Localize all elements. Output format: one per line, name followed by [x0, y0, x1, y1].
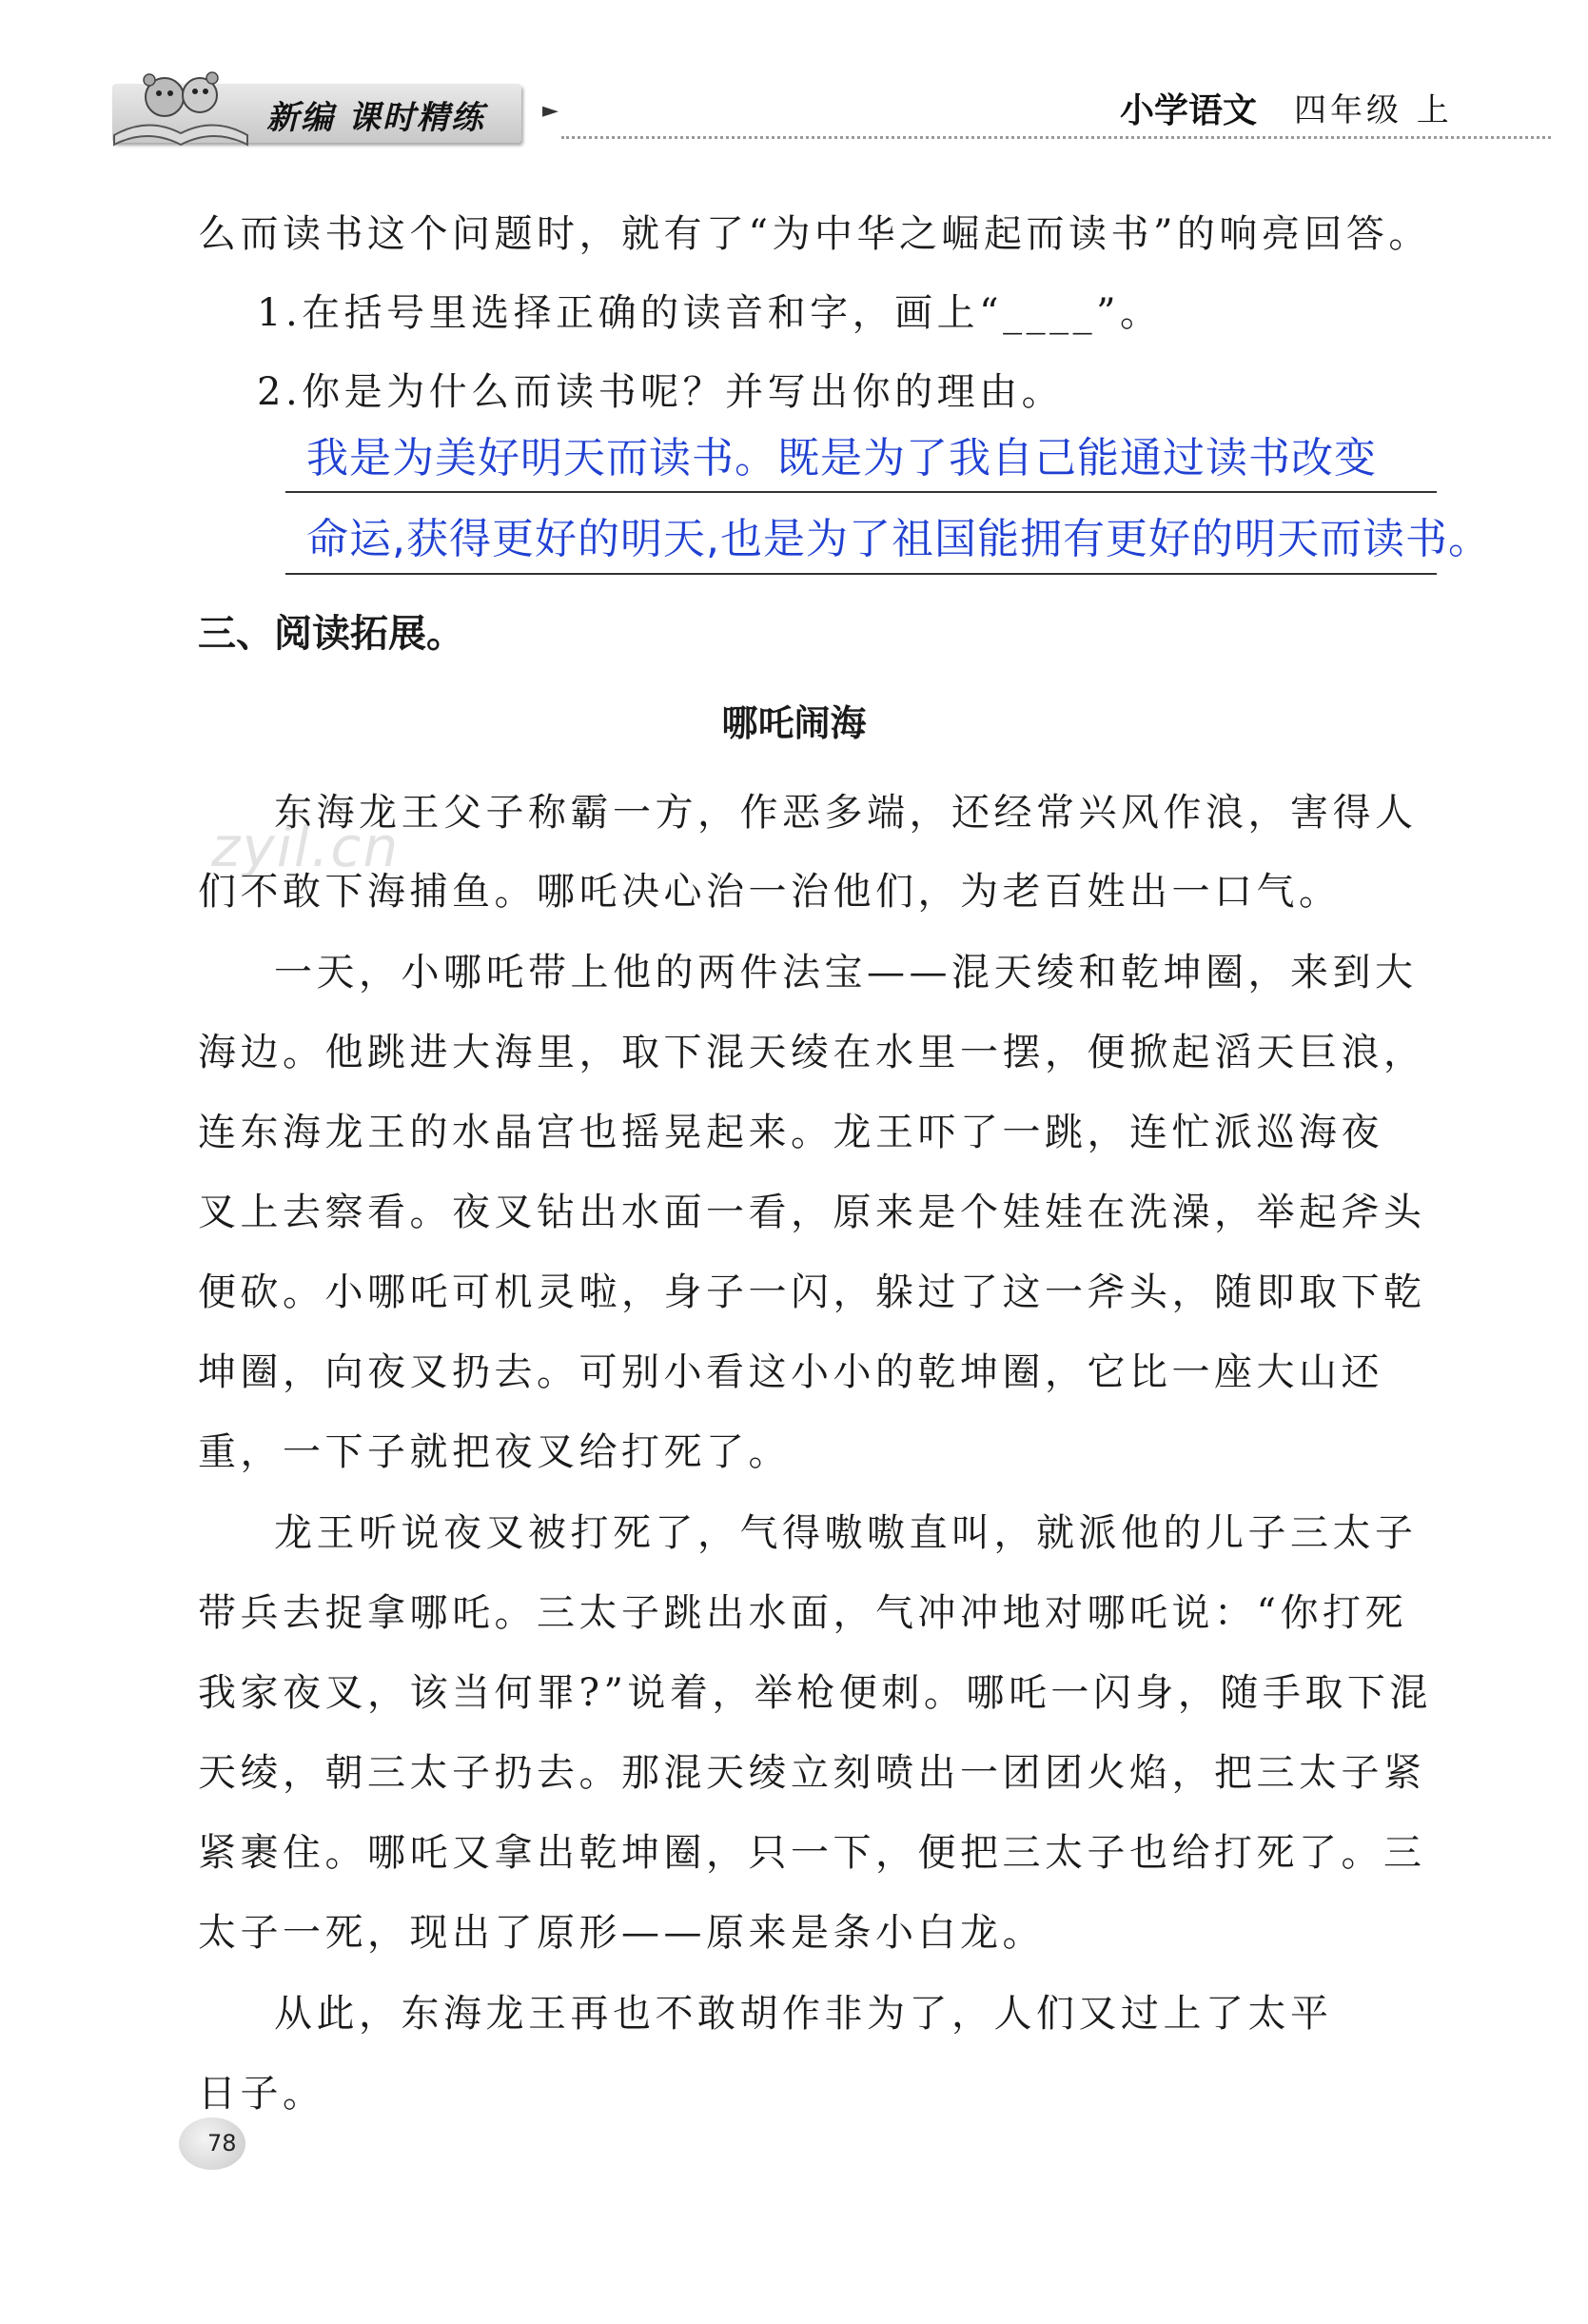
answer-rule-2 — [285, 573, 1437, 575]
page-header — [0, 0, 1588, 171]
grade-label: 四年级 上 — [1294, 91, 1453, 129]
intro-continuation: 么而读书这个问题时，就有了“为中华之崛起而读书”的响亮回答。 — [198, 212, 1431, 256]
story-line: 们不敢下海捕鱼。哪吒决心治一治他们，为老百姓出一口气。 — [198, 870, 1342, 914]
page-number: 78 — [207, 2130, 237, 2157]
subject-label: 小学语文 — [1120, 91, 1258, 130]
story-line: 太子一死，现出了原形——原来是条小白龙。 — [198, 1911, 1045, 1955]
answer-line-2: 命运,获得更好的明天,也是为了祖国能拥有更好的明天而读书。 — [306, 515, 1491, 563]
story-line: 海边。他跳进大海里，取下混天绫在水里一摆，便掀起滔天巨浪， — [198, 1031, 1426, 1074]
story-line: 便砍。小哪吒可机灵啦，身子一闪，躲过了这一斧头，随即取下乾 — [198, 1270, 1426, 1314]
story-line: 连东海龙王的水晶宫也摇晃起来。龙王吓了一跳，连忙派巡海夜 — [198, 1111, 1383, 1154]
question-1: 1.在括号里选择正确的读音和字，画上“____”。 — [257, 291, 1163, 335]
answer-rule-1 — [285, 491, 1437, 493]
story-line: 一天，小哪吒带上他的两件法宝——混天绫和乾坤圈，来到大 — [274, 951, 1418, 995]
story-line: 龙王听说夜叉被打死了，气得嗷嗷直叫，就派他的儿子三太子 — [274, 1511, 1418, 1555]
story-title: 哪吒闹海 — [721, 702, 867, 744]
section-heading: 三、阅读拓展。 — [198, 612, 464, 656]
answer-line-1: 我是为美好明天而读书。既是为了我自己能通过读书改变 — [306, 434, 1377, 483]
watermark: zyil.cn — [211, 815, 401, 879]
story-line: 带兵去捉拿哪吒。三太子跳出水面，气冲冲地对哪吒说：“你打死 — [198, 1591, 1407, 1635]
story-line: 天绫，朝三太子扔去。那混天绫立刻喷出一团团火焰，把三太子紧 — [198, 1751, 1426, 1795]
story-line: 坤圈，向夜叉扔去。可别小看这小小的乾坤圈，它比一座大山还 — [198, 1350, 1383, 1394]
story-line: 重，一下子就把夜叉给打死了。 — [198, 1430, 791, 1474]
header-divider — [561, 136, 1551, 139]
story-line: 从此，东海龙王再也不敢胡作非为了，人们又过上了太平 — [274, 1992, 1333, 2036]
story-line: 我家夜叉，该当何罪?”说着，举枪便刺。哪吒一闪身，随手取下混 — [198, 1671, 1432, 1715]
story-line: 叉上去察看。夜叉钻出水面一看，原来是个娃娃在洗澡，举起斧头 — [198, 1191, 1426, 1234]
question-2: 2.你是为什么而读书呢？并写出你的理由。 — [257, 370, 1065, 414]
series-title: 新编 课时精练 — [266, 99, 485, 137]
triangle-right-icon: ► — [542, 99, 559, 123]
story-line: 东海龙王父子称霸一方，作恶多端，还经常兴风作浪，害得人 — [274, 791, 1418, 835]
story-line: 紧裹住。哪吒又拿出乾坤圈，只一下，便把三太子也给打死了。三 — [198, 1831, 1426, 1875]
book-mascot-logo — [109, 59, 252, 149]
story-line: 日子。 — [198, 2072, 325, 2116]
